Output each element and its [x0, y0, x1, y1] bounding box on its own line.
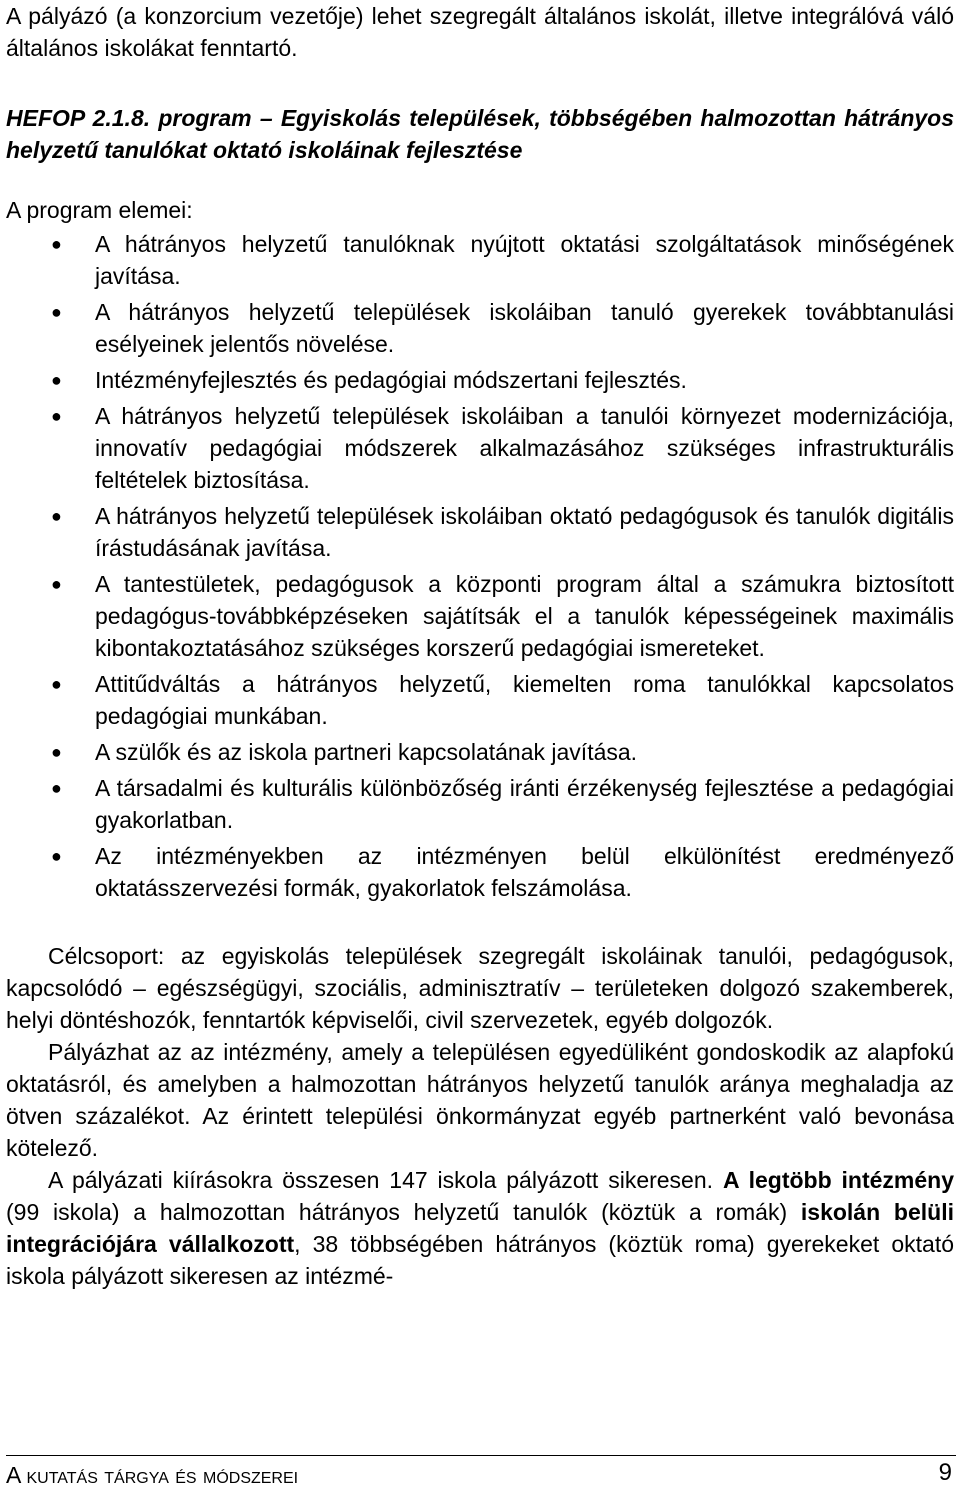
- bullet-icon: ●: [51, 506, 62, 526]
- list-item: ● A hátrányos helyzetű tanulóknak nyújtott oktatási szolgáltatások minőségének javítása.: [6, 228, 954, 292]
- eligibility-paragraph: Pályázhat az az intézmény, amely a településen egyedüliként gondoskodik az alapfokú oktatásról, és amelyben a halmozottan hátrányos helyzetű tanulók aránya meghaladja az ötven százalékot. Az érintett települési önkormányzat egyéb partnerként való bevonása kötelező.: [6, 1039, 954, 1161]
- results-paragraph: A pályázati kiírásokra összesen 147 iskola pályázott sikeresen. A legtöbb intézmény (99 iskola) a halmozottan hátrányos helyzetű tanulók (köztük a romák) iskolán belüli integrációjára vállalkozott, 38 többségében hátrányos (köztük roma) gyerekeket oktató iskola pályázott sikeresen az intézmé-: [6, 1167, 954, 1289]
- list-item: ● A hátrányos helyzetű települések iskoláiban a tanulói környezet modernizációja, innovatív pedagógiai módszerek alkalmazásához szükséges infrastrukturális feltételek biztosítása.: [6, 400, 954, 496]
- document-page: [6, 0, 954, 1292]
- emphasis-text: iskolán belüli integrációjára vállalkozott: [6, 1199, 954, 1257]
- target-group-paragraph: Célcsoport: az egyiskolás települések szegregált iskoláinak tanulói, pedagógusok, kapcsolódó – egészségügyi, szociális, adminisztratív – területeken dolgozó szakemberek, helyi döntéshozók, fenntartók képviselői, civil szervezetek, egyéb dolgozók.: [6, 943, 954, 1033]
- list-item: ● A hátrányos helyzetű települések iskoláiban oktató pedagógusok és tanulók digitális írástudásának javítása.: [6, 500, 954, 564]
- bullet-icon: ●: [51, 846, 62, 866]
- intro-paragraph: A pályázó (a konzorcium vezetője) lehet szegregált általános iskolát, illetve integrálóvá váló általános iskolákat fenntartó.: [6, 3, 954, 61]
- list-item: ● A tantestületek, pedagógusok a központi program által a számukra biztosított pedagógus-továbbképzéseken sajátítsák el a tanulók képességeinek maximális kibontakoztatásához szükséges korszerű pedagógiai ismereteket.: [6, 568, 954, 664]
- body-paragraphs: [6, 940, 954, 1292]
- list-item: ● A szülők és az iskola partneri kapcsolatának javítása.: [6, 736, 954, 768]
- list-item: ● Intézményfejlesztés és pedagógiai módszertani fejlesztés.: [6, 364, 954, 396]
- bullet-icon: ●: [51, 302, 62, 322]
- bullet-icon: ●: [51, 778, 62, 798]
- footer-section-title: A kutatás tárgya és módszerei: [6, 1462, 299, 1488]
- bullet-icon: ●: [51, 370, 62, 390]
- footer-divider: [6, 1455, 956, 1456]
- bullet-icon: ●: [51, 574, 62, 594]
- bullet-icon: ●: [51, 406, 62, 426]
- list-item: ● A hátrányos helyzetű települések iskoláiban tanuló gyerekek továbbtanulási esélyeinek jelentős növelése.: [6, 296, 954, 360]
- program-elements-title: A program elemei:: [6, 197, 193, 223]
- bullet-icon: ●: [51, 674, 62, 694]
- list-item: ● Az intézményekben az intézményen belül elkülönítést eredményező oktatásszervezési formák, gyakorlatok felszámolása.: [6, 840, 954, 904]
- bullet-icon: ●: [51, 234, 62, 254]
- page-number: 9: [938, 1459, 952, 1486]
- emphasis-text: A legtöbb intézmény: [722, 1167, 954, 1193]
- list-item: ● Attitűdváltás a hátrányos helyzetű, kiemelten roma tanulókkal kapcsolatos pedagógiai munkában.: [6, 668, 954, 732]
- program-elements-list: [6, 228, 954, 904]
- program-heading: HEFOP 2.1.8. program – Egyiskolás települések, többségében halmozottan hátrányos helyzetű tanulókat oktató iskoláinak fejlesztése: [6, 105, 954, 163]
- list-item: ● A társadalmi és kulturális különbözőség iránti érzékenység fejlesztése a pedagógiai gyakorlatban.: [6, 772, 954, 836]
- bullet-icon: ●: [51, 742, 62, 762]
